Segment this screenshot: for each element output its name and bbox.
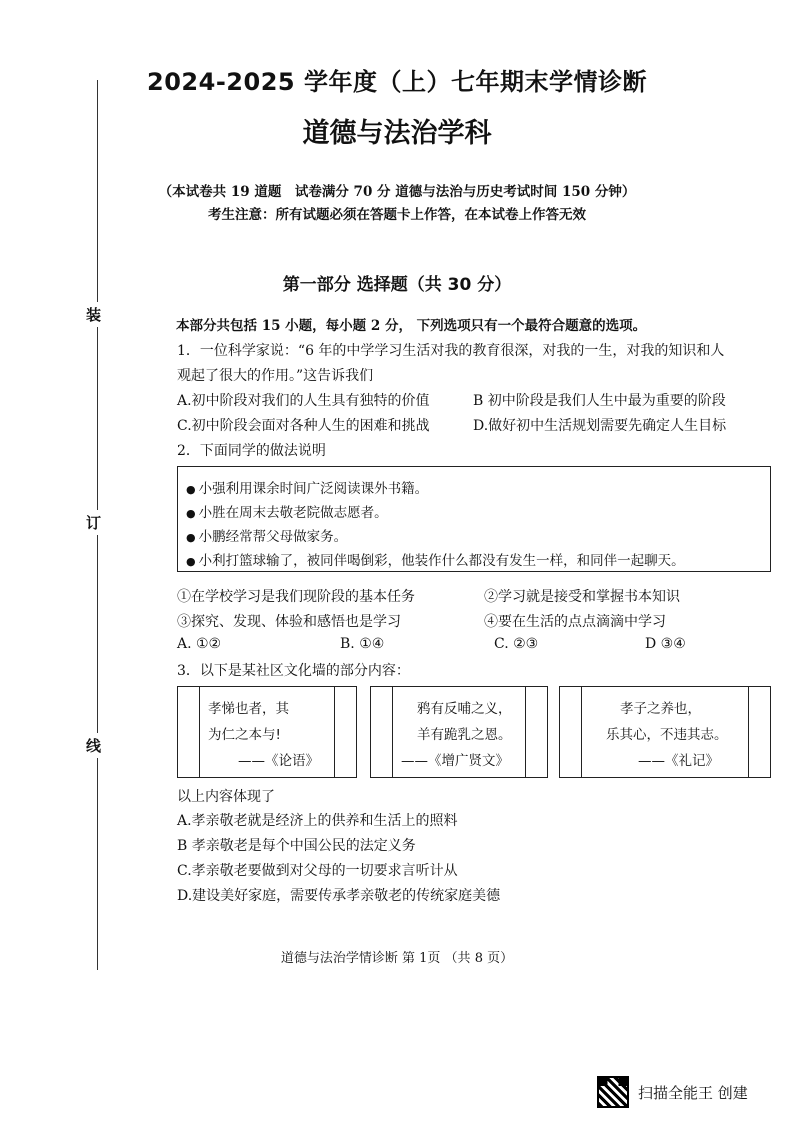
q3-quote-line1: 鸦有反哺之义，: [417, 701, 512, 717]
q3-option-a: A.孝亲敬老就是经济上的供养和生活上的照料: [177, 813, 458, 829]
q3-quote-line2: 为仁之本与!: [208, 727, 281, 743]
q2-bullet: [186, 501, 388, 521]
exam-title: 2024-2025 学年度（上）七年期末学情诊断: [147, 68, 647, 96]
q1-stem-line2: 观起了很大的作用。”这告诉我们: [177, 368, 374, 384]
q2-bullet-text: 小强利用课余时间广泛阅读课外书籍。: [198, 481, 429, 497]
q1-option-c: C.初中阶段会面对各种人生的困难和挑战: [177, 418, 430, 434]
q2-choice-b: B. ①④: [340, 636, 385, 652]
q3-quote-panel: [370, 686, 548, 778]
q2-statement-2: ②学习就是接受和掌握书本知识: [484, 589, 680, 605]
subject-title: 道德与法治学科: [302, 118, 492, 149]
q3-quote-line2: 羊有跪乳之恩。: [417, 727, 512, 743]
q3-option-d: D.建设美好家庭，需要传承孝亲敬老的传统家庭美德: [177, 888, 501, 904]
q1-option-b: B 初中阶段是我们人生中最为重要的阶段: [473, 393, 726, 409]
q3-stem: 3．以下是某社区文化墙的部分内容：: [177, 663, 410, 679]
q3-quote-line1: 孝子之养也，: [620, 701, 701, 717]
q2-bullet-text: 小胜在周末去敬老院做志愿者。: [198, 505, 388, 521]
q1-option-d: D.做好初中生活规划需要先确定人生目标: [473, 418, 727, 434]
q3-quote-source: ——《增广贤文》: [401, 753, 509, 769]
bullet-dot-icon: ●: [186, 483, 196, 496]
q3-quote-source: ——《礼记》: [638, 753, 719, 769]
q2-bullet: [186, 525, 347, 545]
section-title: 第一部分 选择题（共 30 分）: [282, 275, 512, 295]
q3-quote-line1: 孝悌也者，其: [208, 701, 289, 717]
bullet-dot-icon: ●: [186, 555, 196, 568]
bullet-dot-icon: ●: [186, 507, 196, 520]
exam-notice: 考生注意：所有试题必须在答题卡上作答，在本试卷上作答无效: [208, 207, 586, 223]
q2-stem: 2．下面同学的做法说明: [177, 443, 326, 459]
q1-option-a: A.初中阶段对我们的人生具有独特的价值: [177, 393, 430, 409]
q3-quote-panel: [559, 686, 771, 778]
q2-bullet: [186, 549, 685, 569]
q2-choice-d: D ③④: [645, 636, 686, 652]
page-footer: 道德与法治学情诊断 第 1页 （共 8 页）: [280, 951, 514, 966]
q3-quote-panel: [177, 686, 357, 778]
exam-info: （本试卷共 19 道题 试卷满分 70 分 道德与法治与历史考试时间 150 分钟）: [158, 184, 636, 200]
q3-quote-line2: 乐其心，不违其志。: [606, 727, 728, 743]
scanner-watermark: 扫描全能王 创建: [638, 1084, 748, 1102]
q2-bullet-text: 小利打篮球输了，被同伴喝倒彩，他装作什么都没有发生一样，和同伴一起聊天。: [198, 553, 685, 569]
q2-bullet-text: 小鹏经常帮父母做家务。: [198, 529, 348, 545]
q3-lead: 以上内容体现了: [177, 789, 275, 805]
q2-statement-4: ④要在生活的点点滴滴中学习: [484, 614, 666, 630]
q2-scenario-box: [177, 466, 771, 572]
binding-char-zhuang: 装: [86, 302, 101, 327]
qr-code-icon: [597, 1076, 629, 1108]
q3-option-c: C.孝亲敬老要做到对父母的一切要求言听计从: [177, 863, 458, 879]
bullet-dot-icon: ●: [186, 531, 196, 544]
binding-char-ding: 订: [86, 510, 101, 535]
q2-statement-1: ①在学校学习是我们现阶段的基本任务: [177, 589, 415, 605]
q2-choice-a: A. ①②: [177, 636, 222, 652]
q3-option-b: B 孝亲敬老是每个中国公民的法定义务: [177, 838, 416, 854]
q1-stem-line1: 1．一位科学家说：“6 年的中学学习生活对我的教育很深，对我的一生，对我的知识和人: [177, 343, 725, 359]
q2-statement-3: ③探究、发现、体验和感悟也是学习: [177, 614, 401, 630]
q2-bullet: [186, 477, 428, 497]
q2-choice-c: C. ②③: [494, 636, 539, 652]
binding-char-xian: 线: [86, 733, 101, 758]
section-instructions: 本部分共包括 15 小题，每小题 2 分， 下列选项只有一个最符合题意的选项。: [176, 318, 647, 334]
q3-quote-source: ——《论语》: [238, 753, 319, 769]
